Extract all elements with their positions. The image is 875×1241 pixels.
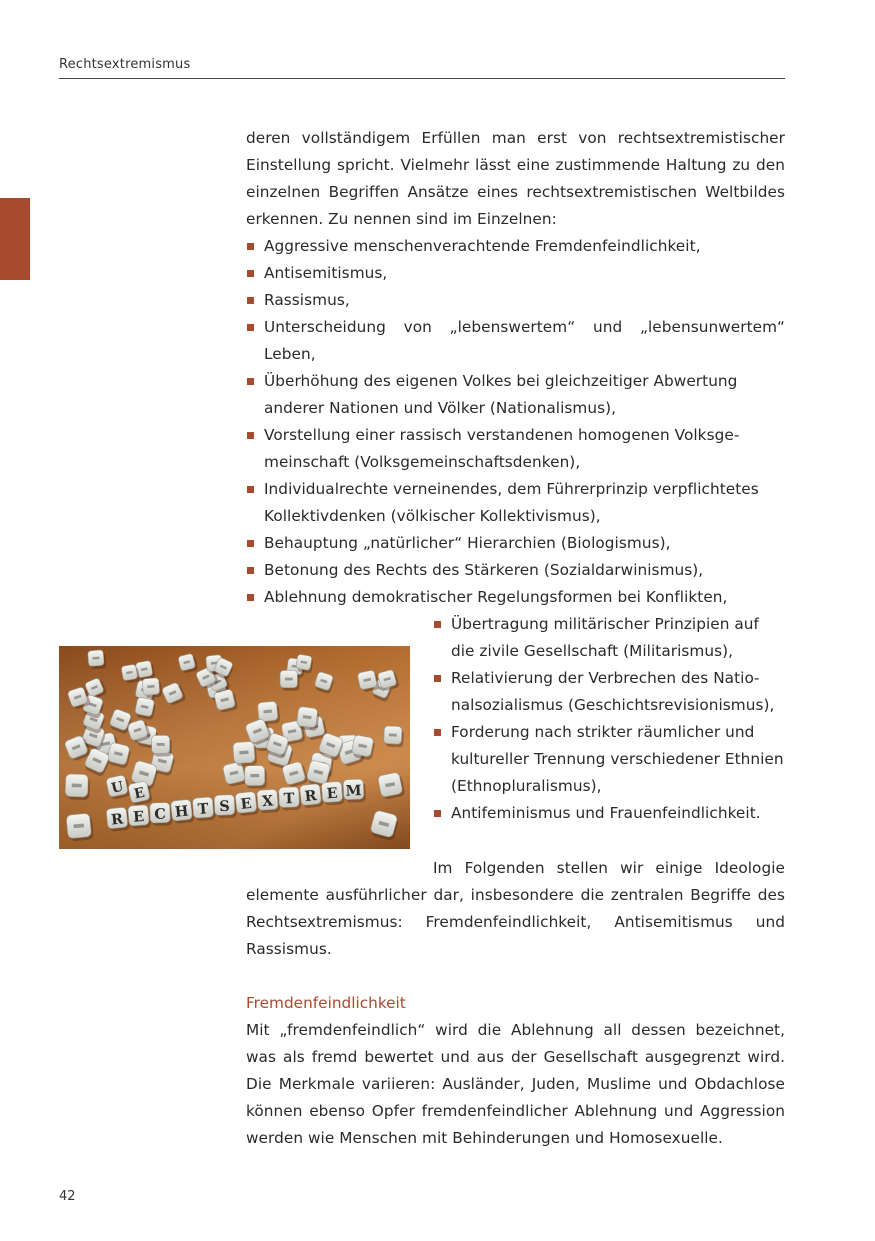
list-item: Behauptung „natürlicher“ Hierarchien (Biologismus),	[246, 530, 785, 557]
list-item: Individualrechte verneinendes, dem Führerprinzip verpflichtetes Kollektivdenken (völkischer Kollektivismus),	[246, 476, 785, 530]
page-number: 42	[59, 1189, 76, 1204]
scattered-cube	[65, 774, 90, 800]
svg-text:H: H	[174, 802, 190, 821]
scattered-cube	[280, 670, 299, 690]
list-item: Forderung nach strikter räumlicher und kultureller Trennung verschiedener Ethnien (Ethnopluralismus),	[433, 719, 785, 800]
letter-cube	[150, 802, 173, 826]
svg-text:C: C	[154, 805, 167, 823]
svg-text:E: E	[239, 794, 253, 813]
list-item: Ablehnung demokratischer Regelungsformen bei Konflikten,	[246, 584, 785, 611]
svg-text:M: M	[345, 782, 362, 800]
intro-paragraph: deren vollständigem Erfüllen man erst von rechtsextremistischer Einstellung spricht. Vielmehr lässt eine zustimmende Haltung zu den einzelnen Begriffen Ansätze eines rechtsextremistischen Weltbildes erkennen. Zu nennen sind im Einzelnen:	[246, 129, 785, 228]
ideology-elements-list-continued	[433, 611, 785, 827]
square-bullet-icon	[247, 270, 254, 277]
letter-cubes-illustration	[59, 646, 410, 849]
square-bullet-icon	[247, 594, 254, 601]
letter-cube	[192, 797, 216, 821]
followup-paragraph: elemente ausführlicher dar, insbesondere die zentralen Begriffe des Rechtsextremismus: Fremdenfeindlichkeit, Antisemitismus und Rassismus.	[246, 886, 785, 958]
ideology-elements-list	[246, 233, 785, 611]
square-bullet-icon	[434, 729, 441, 736]
square-bullet-icon	[247, 567, 254, 574]
list-item: Betonung des Rechts des Stärkeren (Sozialdarwinismus),	[246, 557, 785, 584]
scattered-cube	[384, 726, 405, 748]
scattered-cube	[245, 766, 267, 789]
list-item: Relativierung der Verbrechen des Nationalsozialismus (Geschichtsrevisionismus),	[433, 665, 785, 719]
section-paragraph: Mit „fremdenfeindlich“ wird die Ablehnung all dessen bezeichnet, was als fremd bewertet und aus der Gesellschaft ausgegrenzt wird. Die Merkmale variieren: Ausländer, Juden, Muslime und Obdachlose können ebenso Opfer fremdenfeindlicher Ablehnung und Aggression werden wie Menschen mit Behinderungen und Homosexuelle.	[246, 1021, 785, 1147]
letter-cube	[214, 795, 237, 819]
letter-cube	[128, 805, 152, 829]
list-item: Antifeminismus und Frauenfeindlichkeit.	[433, 800, 785, 827]
letter-cube	[257, 789, 281, 813]
square-bullet-icon	[247, 378, 254, 385]
scattered-cube	[152, 735, 172, 756]
svg-text:T: T	[283, 790, 295, 808]
svg-text:R: R	[303, 787, 318, 806]
svg-text:U: U	[109, 778, 125, 797]
square-bullet-icon	[247, 297, 254, 304]
square-bullet-icon	[434, 621, 441, 628]
chapter-tab-marker	[0, 198, 30, 280]
section-heading: Fremdenfeindlichkeit	[246, 994, 406, 1012]
svg-text:X: X	[261, 792, 274, 811]
svg-text:S: S	[219, 797, 231, 816]
letter-cube	[321, 781, 345, 805]
svg-text:T: T	[197, 800, 210, 818]
scattered-cube	[233, 741, 258, 766]
square-bullet-icon	[247, 243, 254, 250]
svg-text:E: E	[132, 784, 147, 803]
header-divider	[59, 78, 785, 79]
list-item: Unterscheidung von „lebenswertem“ und „lebensunwertem“ Leben,	[246, 314, 785, 368]
scattered-cube	[66, 813, 94, 842]
followup-paragraph-first-line: Im Folgenden stellen wir einige Ideologie	[433, 859, 785, 877]
svg-text:R: R	[110, 810, 124, 829]
list-item: Aggressive menschenverachtende Fremdenfeindlichkeit,	[246, 233, 785, 260]
square-bullet-icon	[434, 675, 441, 682]
scattered-cube	[296, 706, 320, 731]
running-header: Rechtsextremismus	[59, 57, 191, 72]
list-item: Antisemitismus,	[246, 260, 785, 287]
list-item: Vorstellung einer rassisch verstandenen homogenen Volksgemeinschaft (Volksgemeinschaftsdenken),	[246, 422, 785, 476]
list-item: Überhöhung des eigenen Volkes bei gleichzeitiger Abwertung anderer Nationen und Völker (Nationalismus),	[246, 368, 785, 422]
svg-text:E: E	[132, 808, 145, 826]
square-bullet-icon	[247, 540, 254, 547]
list-item: Rassismus,	[246, 287, 785, 314]
list-item: Übertragung militärischer Prinzipien auf die zivile Gesellschaft (Militarismus),	[433, 611, 785, 665]
letter-cube	[279, 787, 302, 811]
letter-cube	[343, 779, 366, 803]
svg-text:E: E	[326, 784, 339, 803]
square-bullet-icon	[247, 324, 254, 331]
square-bullet-icon	[247, 432, 254, 439]
square-bullet-icon	[434, 810, 441, 817]
letter-cubes-photo	[59, 646, 410, 849]
square-bullet-icon	[247, 486, 254, 493]
